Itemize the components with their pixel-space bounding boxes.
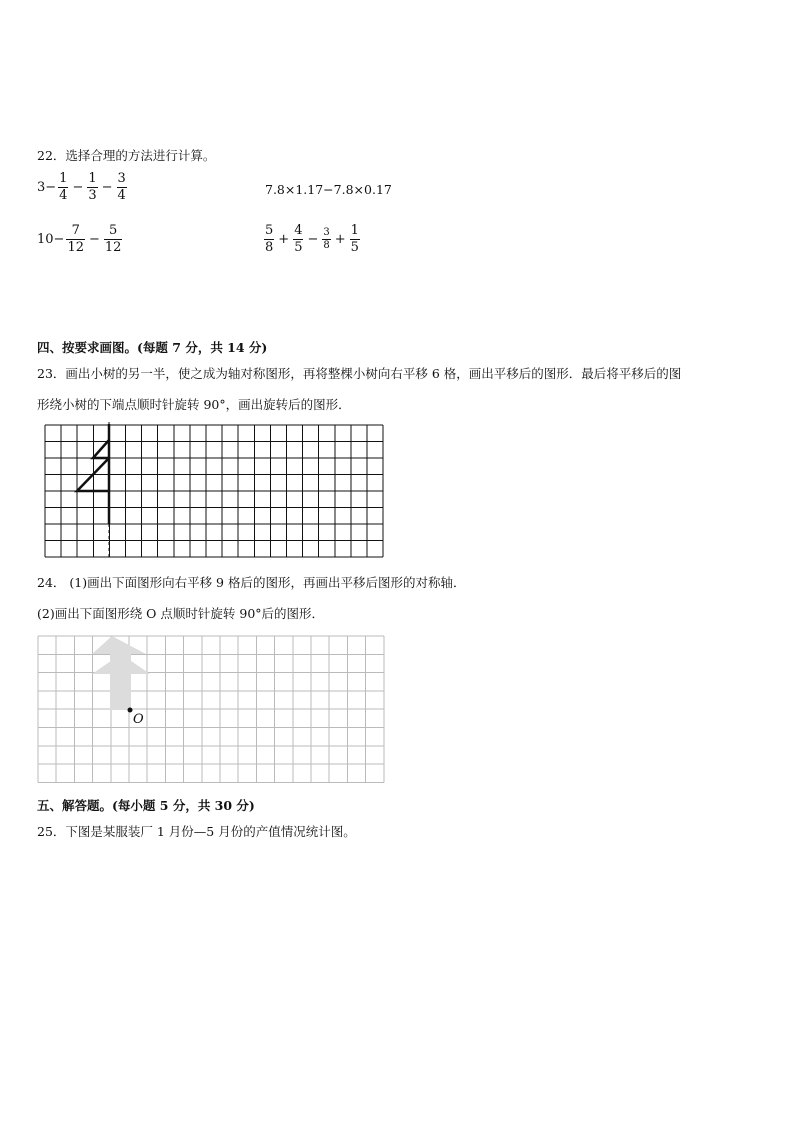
point-o-label: O — [133, 712, 144, 727]
fraction: $\frac{7}{12}$ — [67, 223, 84, 255]
fraction: $\frac{5}{8}$ — [265, 223, 274, 255]
arrow-grid — [36, 634, 388, 786]
fraction: $\frac{3}{4}$ — [117, 171, 126, 203]
q24-line1: 24． (1)画出下面图形向右平移 9 格后的图形，再画出平移后图形的对称轴． — [37, 575, 466, 590]
fraction: $\frac{1}{4}$ — [59, 171, 68, 203]
q25-text: 25．下图是某服装厂 1 月份—5 月份的产值情况统计图。 — [37, 824, 356, 839]
fraction: $\frac{1}{3}$ — [88, 171, 97, 203]
q23-line2: 形绕小树的下端点顺时针旋转 90°，画出旋转后的图形． — [37, 397, 351, 412]
fraction: $\frac{4}{5}$ — [294, 223, 303, 255]
expression-1: 3− $\frac{1}{4}$ − $\frac{1}{3}$ − $\frac{3}{4}$ — [37, 171, 126, 203]
q22-title: 22．选择合理的方法进行计算。 — [37, 148, 216, 163]
fraction: $\frac{3}{8}$ — [323, 227, 330, 251]
section-5-title: 五、解答题。(每小题 5 分，共 30 分) — [37, 798, 255, 813]
expression-3: 10− $\frac{7}{12}$ − $\frac{5}{12}$ — [37, 223, 122, 255]
expression-2: 7.8×1.17−7.8×0.17 — [265, 182, 392, 197]
fraction: $\frac{5}{12}$ — [104, 223, 122, 255]
expression-4: $\frac{5}{8}$ + $\frac{4}{5}$ − $\frac{3}{8}$ + $\frac{1}{5}$ — [265, 223, 359, 255]
point-o — [128, 708, 133, 713]
up-arrow-shape-head — [92, 654, 150, 674]
section-4-title: 四、按要求画图。(每题 7 分，共 14 分) — [37, 340, 268, 355]
q24-line2: (2)画出下面图形绕 O 点顺时针旋转 90°后的图形． — [37, 606, 325, 621]
expr3-lead: 10− — [37, 232, 65, 247]
expr1-lead: 3− — [37, 180, 57, 195]
q23-line1: 23．画出小树的另一半，使之成为轴对称图形，再将整棵小树向右平移 6 格，画出平移后的图形．最后将平移后的图 — [37, 366, 682, 381]
fraction: $\frac{1}{5}$ — [350, 223, 359, 255]
tree-grid — [40, 420, 385, 562]
